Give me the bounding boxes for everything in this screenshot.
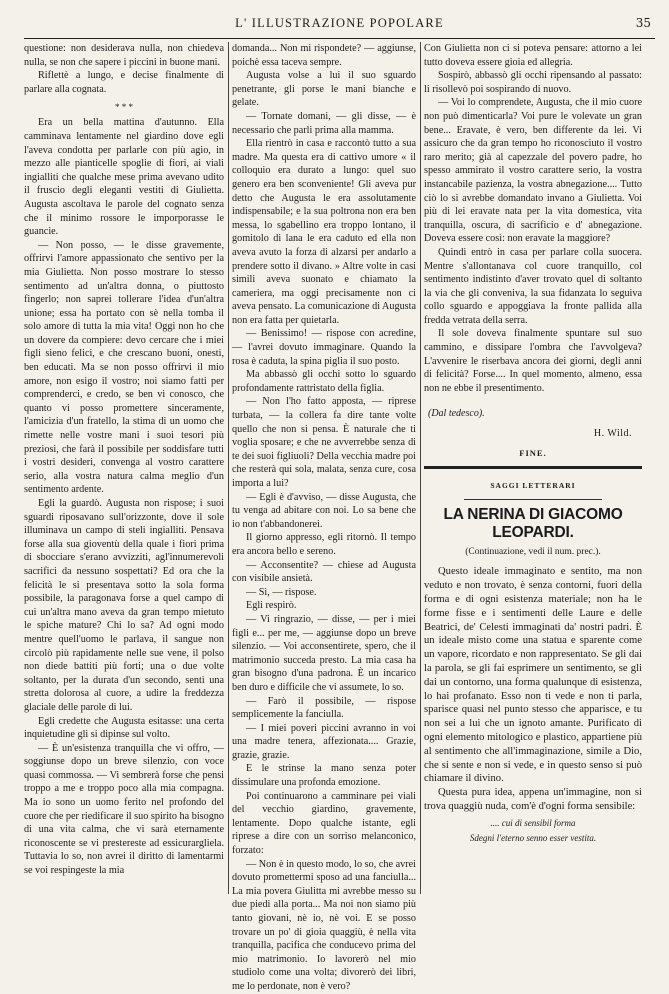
- paragraph: Egli la guardò. Augusta non rispose; i suoi sguardi riposavano sull'orizzonte, dove il sole illuminava un campo di steli ingialliti. Pensava forse alla sua gioventù della quale i fiori prima di sbocciare s'erano avvizziti, agl'innumerevoli sacrifici da nessuno sospettati? Ed ora che la felicità le si presentava sotto la sola forma possibile, la paragonava forse a quel campo di cui un'altra mano aveva da gran tempo mietuto le spiche mature? Chi lo sa? Ad ogni modo mentre quell'uomo le parlava, il sangue non circolò più rapidamente nelle sue vene, il polso non diede battiti più forti; una o due volte soltanto, per la durata d'un secondo, sentì una stretta dolorosa al cuore, a udire la freddezza glaciale delle parole di lui.: [24, 498, 224, 713]
- paragraph: — Non l'ho fatto apposta, — riprese turbata, — la collera fa dire tante volte quello che non si pensa. È naturale che ti voglia sposare; e che ne avverrebbe senza di te dei suoi figliuoli? Della vecchia madre poi che resterà qui sola, malata, senza cure, cosa importa a lui?: [232, 396, 416, 489]
- column-2: [232, 42, 416, 992]
- paragraph: questione: non desiderava nulla, non chiedeva nulla, se non che sapere i piccini in buone mani.: [24, 43, 224, 68]
- paragraph: — Non è in questo modo, lo so, che avrei dovuto promettermi sposo ad una fanciulla... La mia povera Giulitta mi avrebbe messo su due piedi alla porta... Ma noi non siamo più tanto giovani, nè io, nè voi. E se posso trovare un po' di gioia quaggiù, è nella vita tranquilla, pacifica che conducevo prima del mio matrimonio. Io lavorerò nel mio studiolo come una volta; divorerò dei libri, me lo perdonate, non è vero?: [232, 858, 416, 992]
- paragraph: — Benissimo! — rispose con acredine, — l'avrei dovuto immaginare. Quando la rosa è caduta, la spina piglia il suo posto.: [232, 328, 416, 367]
- column-divider-1: [228, 42, 229, 894]
- paragraph: Quindi entrò in casa per parlare colla suocera. Mentre s'allontanava col cuore tranquillo, col sentimento indistinto d'aver trovato quel di soltanto la via che gli conveniva, la sua fidanzata lo seguiva collo sguardo e appoggiava la fronte pallida alla fredda vetrata della serra.: [424, 246, 642, 326]
- verse-quote-line: .... cui di sensibil forma: [490, 817, 576, 828]
- page-number: 35: [635, 16, 651, 30]
- heading-rule: [464, 499, 602, 500]
- section-separator: * * *: [115, 102, 133, 113]
- paragraph: E le strinse la mano senza poter dissimulare una profonda emozione.: [232, 763, 416, 789]
- author-signature: H. Wild.: [593, 428, 632, 440]
- paragraph: — Non posso, — le disse gravemente, offrirvi l'amore appassionato che sentivo per la mia Giulietta. Non posso mostrare lo stesso sentimento ad un'altra donna, o piuttosto fingerlo; non saprei tollerare l'idea d'un'altra unione; essa ha portato con sè nella tomba il solo amore di tutta la mia vita! Oggi non ho che un dovere da compiere: devo cercare che i miei figli sieno felici, e che crescano buoni, onesti, ben educati. Ma se non posso offrirvi il mio amore, non esigo il vostro; noi siamo fatti per comprenderci, e credo, se ben vi conosco, che quanto vi posso promettere sinceramente, l'amicizia d'un fratello, la stima di un uomo che rimette nelle vostre mani i suoi tesori più preziosi, che farà il possibile per soddisfare tutti i vostri desideri, convenga al vostro carattere serio, alla vostra natura calma meglio d'un sentimento ardente.: [24, 239, 224, 496]
- section-rule: [424, 466, 642, 469]
- paragraph: — I miei poveri piccini avranno in voi una madre tenera, affezionata.... Grazie, grazie, grazie.: [232, 722, 416, 761]
- article-title: LA NERINA DI GIACOMO LEOPARDI.: [443, 505, 623, 541]
- paragraph: Con Giulietta non ci si poteva pensare: attorno a lei tutto doveva essere gioia ed allegria.: [424, 43, 642, 68]
- paragraph: — Farò il possibile, — rispose semplicemente la fanciulla.: [232, 695, 416, 721]
- paragraph: Poi continuarono a camminare pei viali del vecchio giardino, gravemente, lentamente. Dopo qualche istante, egli riprese a dire con un sorriso melanconico, forzato:: [232, 790, 416, 857]
- paragraph: Il giorno appresso, egli ritornò. Il tempo era ancora bello e sereno.: [232, 532, 416, 557]
- paragraph: — È un'esistenza tranquilla che vi offro, — soggiunse dopo un breve silenzio, con voce quasi commossa. — Vi sembrerà forse che pensi troppo a me e troppo poco alla mia compagna. Ma io sono un uomo ferito nel profondo del cuore che per riedificare il suo spirito ha bisogno di una vita calma, che vi sarà eternamente riconoscente se vi prestereste ad essicurargliela. Tuttavia lo so, non avrei il diritto di lamentarmi se voi respingeste la mia: [24, 742, 224, 877]
- paragraph: Egli credette che Augusta esitasse: una certa inquietudine gli si dipinse sul volto.: [24, 715, 224, 741]
- paragraph: Ma abbassò gli occhi sotto lo sguardo profondamente rattristato della figlia.: [232, 369, 416, 394]
- continuation-note: (Continuazione, vedi il num. prec.).: [465, 546, 601, 557]
- column-1: [24, 42, 224, 894]
- paragraph: Egli respirò.: [246, 600, 297, 612]
- paragraph: Riflettè a lungo, e decise finalmente di parlare alla cognata.: [24, 70, 224, 95]
- paragraph: — Vi ringrazio, — disse, — per i miei figli e... per me, — aggiunse dopo un breve silenzio. — Voi acconsentirete, spero, che il matrimonio succeda presto. La mia casa ha gran bisogno d'una padrona. È un incarico ben duro e difficile che vi assumete, lo so.: [232, 613, 416, 693]
- header-rule: [24, 38, 655, 39]
- paragraph: Questo ideale immaginato e sentito, ma non veduto e non trovato, è senza contorni, fuori della forma e di ogni esistenza materiale; non ha le forme fisse e i sentimenti delle Laure e delle Beatrici, de' Celesti immaginati da' nostri padri. È un ideale misto come una statua e sparente come un vapore, ricordato e non rappresentato. Se gli dai la parola, se gli fai esprimere un sentimento, se gli dai un contorno, una forma qualunque di esistenza, lo hai profanato. Esso non ti vede e non ti parla, sparisce quasi nel punto stesso che apparisce, e tu non sei a lui che un ignoto amante. Purificato di ogni elemento mitologico e plastico, appartiene più al sentimento che all'immaginazione, simile a Dio, che si sente e non si vede, e in questo senso si può chiamare il divino.: [424, 566, 642, 785]
- paragraph: Augusta volse a lui il suo sguardo penetrante, gli porse le mani bianche e gelate.: [232, 70, 416, 109]
- paragraph: — Sì, — rispose.: [246, 586, 317, 598]
- end-mark: FINE.: [519, 447, 547, 458]
- article-body: [424, 565, 642, 813]
- paragraph: — Voi lo comprendete, Augusta, che il mio cuore non può dimenticarla? Voi pure le volevate un gran bene... Eravate, è vero, ben differente da lei. Vi assicuro che da gran tempo ho riconosciuto il vostro raro merito; già al capezzale del povero padre, ho spesso ammirato il vostro carattere serio, la vostra instancabile pazienza, la vostra abnegazione.... Tutto ciò lo si avrebbe domandato invano a Giulietta. Voi più di lei eravate nata per la vita domestica, vita tranquilla, oscura, di sacrificio e d' abnegazione. Doveva essere così: non eravate la maggiore?: [424, 97, 642, 245]
- paragraph: domanda... Non mi rispondete? — aggiunse, poichè essa taceva sempre.: [232, 43, 416, 68]
- paragraph: — Tornate domani, — gli disse, — è necessario che parli prima alla mamma.: [232, 110, 416, 136]
- section-heading: SAGGI LETTERARI: [490, 481, 576, 491]
- paragraph: Il sole doveva finalmente spuntare sul suo cammino, e dissipare l'ombra che l'avvolgeva? L'avvenire le riserbava ancora dei giorni, degli anni di felicità? Forse.... In quel momento, almeno, essa non ne ebbe il presentimento.: [424, 328, 642, 394]
- journal-title: L' ILLUSTRAZIONE POPOLARE: [235, 16, 444, 30]
- paragraph: Sospirò, abbassò gli occhi ripensando al passato: li risollevò poi sospirando di nuovo.: [424, 70, 642, 95]
- column-3: [424, 42, 642, 894]
- paragraph: Questa pura idea, appena un'immagine, non si trova quaggiù nuda, com'è d'ogni forma sensibile:: [424, 787, 642, 812]
- column-divider-2: [420, 42, 421, 894]
- translation-note: (Dal tedesco).: [428, 408, 485, 420]
- page-header: [24, 14, 655, 36]
- paragraph: — Acconsentite? — chiese ad Augusta con visibile ansietà.: [232, 559, 416, 585]
- paragraph: Ella rientrò in casa e raccontò tutto a sua madre. Ma questa era di cattivo umore « il colloquio era durato a lungo: quel suo genero era ben sconveniente! Gli aveva pur detto che Augusta le era assolutamente indispensabile; e la sua poltrona non era ben messa, lo sgabellino era troppo lontano, il gomitolo di lana le era caduto ed ella non aveva avuto la forza di alzarsi per andarlo a prendere sotto il divano. » Altre volte in casi simili aveva suonato e chiamato la cameriera, ma oggi precisamente non ci aveva pensato. La comunicazione di Augusta non era fatta per quietarla.: [232, 138, 416, 326]
- paragraph: Era un bella mattina d'autunno. Ella camminava lentamente nel giardino dove egli l'aveva condotta per parlarle con più agio, in mezzo alle pianticelle spoglie di fiori, ai viali ingialliti che qualche mese prima avevano udito il fruscio degli eleganti vestiti di Giulietta. Augusta ascoltava le parole del cognato senza che il minimo rossore le imporporasse le guancie.: [24, 117, 224, 238]
- verse-quote-line: Sdegni l'eterno senno esser vestita.: [469, 832, 597, 843]
- paragraph: — Egli è d'avviso, — disse Augusta, che tu venga ad abitare con noi. Lo sa bene che io non t'abbandonerei.: [232, 491, 416, 530]
